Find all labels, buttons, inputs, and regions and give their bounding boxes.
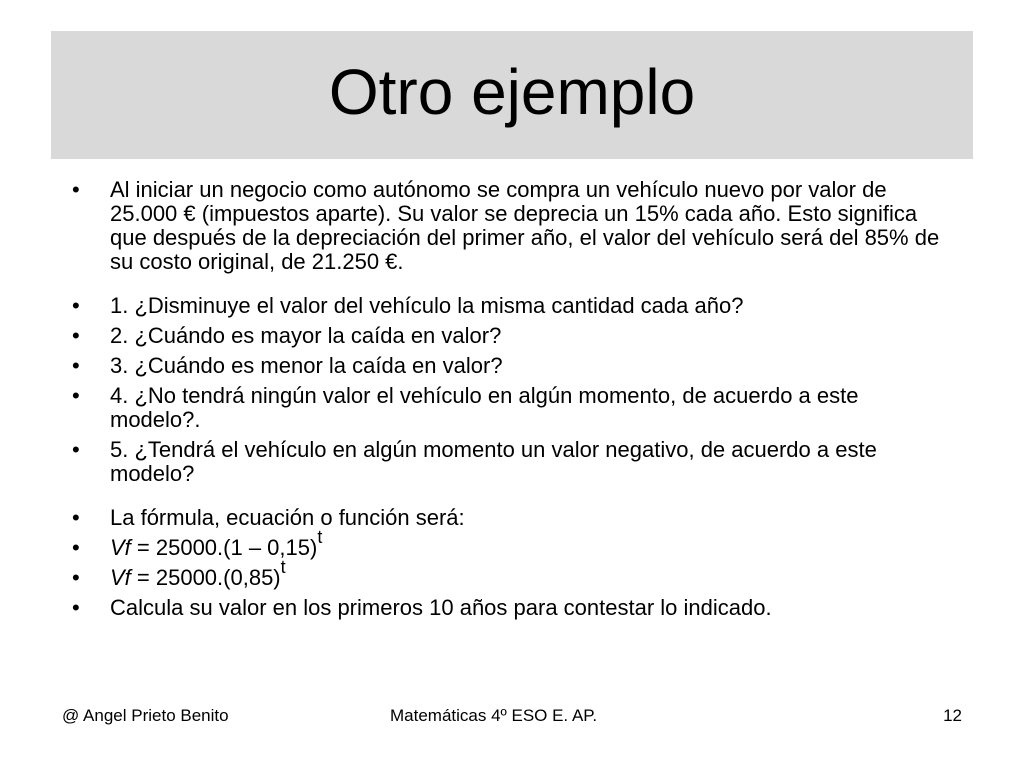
- title-band: [51, 31, 973, 159]
- bullet-question-5: • 5. ¿Tendrá el vehículo en algún momento un valor negativo, de acuerdo a este modelo?: [72, 438, 952, 486]
- bullet-formula-1: [72, 526, 952, 560]
- formula-2-variable: Vf: [110, 565, 131, 590]
- slide-content: [72, 178, 952, 626]
- formula-1-variable: Vf: [110, 535, 131, 560]
- footer-course: Matemáticas 4º ESO E. AP.: [390, 706, 598, 725]
- footer-author: @ Angel Prieto Benito: [62, 706, 229, 725]
- formula-1-expression: = 25000.(1 – 0,15): [130, 535, 318, 560]
- footer-page-number: 12: [943, 706, 962, 725]
- bullet-instruction: • Calcula su valor en los primeros 10 años para contestar lo indicado.: [72, 596, 952, 620]
- bullet-question-1: • 1. ¿Disminuye el valor del vehículo la misma cantidad cada año?: [72, 294, 952, 318]
- formula-2-exponent: t: [280, 556, 286, 577]
- slide-title: Otro ejemplo: [328, 56, 696, 128]
- bullet-question-2: • 2. ¿Cuándo es mayor la caída en valor?: [72, 324, 952, 348]
- bullet-question-4: • 4. ¿No tendrá ningún valor el vehículo en algún momento, de acuerdo a este modelo?.: [72, 384, 952, 432]
- slide-footer: [0, 706, 1024, 730]
- bullet-intro: • Al iniciar un negocio como autónomo se compra un vehículo nuevo por valor de 25.000 € (impuestos aparte). Su valor se deprecia un 15% cada año. Esto significa que después de la depreciación del primer año, el valor del vehículo será del 85% de su costo original, de 21.250 €.: [72, 178, 952, 274]
- formula-1-exponent: t: [317, 526, 323, 547]
- bullet-list: [72, 178, 952, 620]
- bullet-formula-2: [72, 556, 952, 590]
- formula-2-expression: = 25000.(0,85): [130, 565, 281, 590]
- bullet-question-3: • 3. ¿Cuándo es menor la caída en valor?: [72, 354, 952, 378]
- bullet-formula-intro: • La fórmula, ecuación o función será:: [72, 506, 952, 530]
